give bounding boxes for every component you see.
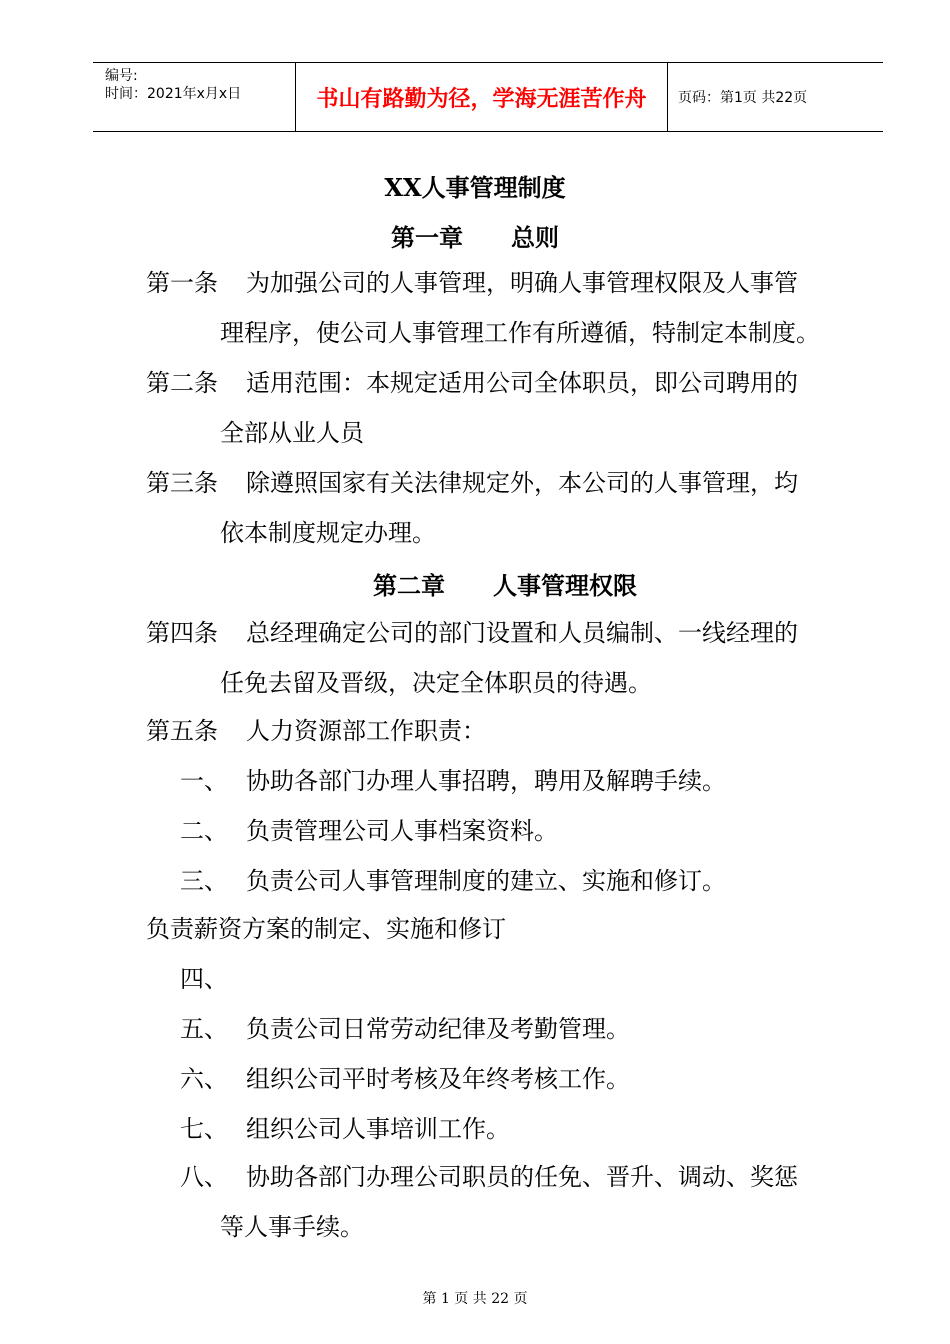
article-5-line [146, 716, 486, 746]
duty-item-8-line-2: 等人事手续。 [220, 1213, 364, 1241]
page-footer: 第 1 页 共 22 页 [422, 1291, 528, 1307]
duty-item-3-text: 负责公司人事管理制度的建立、实施和修订。 [246, 867, 726, 895]
duty-item-1-text: 协助各部门办理人事招聘，聘用及解聘手续。 [246, 767, 726, 795]
document-title: XX人事管理制度 [384, 173, 566, 202]
article-4-line-1 [146, 618, 798, 648]
loose-line: 负责薪资方案的制定、实施和修订 [146, 915, 506, 943]
duty-item-8-line-1 [180, 1162, 798, 1192]
duty-item-4-num: 四、 [180, 965, 228, 993]
duty-item-1 [180, 766, 726, 796]
duty-item-1-num: 一、 [180, 767, 228, 795]
article-3-line-2: 依本制度规定办理。 [220, 519, 436, 547]
duty-item-7-text: 组织公司人事培训工作。 [246, 1115, 510, 1143]
header-meta [93, 63, 295, 131]
page-header [93, 62, 883, 132]
duty-item-5-text: 负责公司日常劳动纪律及考勤管理。 [246, 1015, 630, 1043]
article-1-line-2: 理程序，使公司人事管理工作有所遵循，特制定本制度。 [220, 319, 820, 347]
article-5-label: 第五条 [146, 717, 218, 745]
duty-item-5-num: 五、 [180, 1015, 228, 1043]
duty-item-5 [180, 1014, 630, 1044]
duty-item-8-text: 协助各部门办理公司职员的任免、晋升、调动、奖惩 [246, 1163, 798, 1191]
article-2-line-2: 全部从业人员 [220, 419, 364, 447]
duty-item-6 [180, 1064, 630, 1094]
article-1-line-1 [146, 268, 798, 298]
article-4-line-2: 任免去留及晋级，决定全体职员的待遇。 [220, 669, 652, 697]
article-1-label: 第一条 [146, 269, 218, 297]
article-2-text-1: 适用范围：本规定适用公司全体职员，即公司聘用的 [246, 369, 798, 397]
duty-item-2 [180, 816, 558, 846]
article-3-label: 第三条 [146, 469, 218, 497]
article-1-text-1: 为加强公司的人事管理，明确人事管理权限及人事管 [246, 269, 798, 297]
duty-item-8-num: 八、 [180, 1163, 228, 1191]
duty-item-2-text: 负责管理公司人事档案资料。 [246, 817, 558, 845]
duty-item-7-num: 七、 [180, 1115, 228, 1143]
article-5-text: 人力资源部工作职责： [246, 717, 486, 745]
header-page-info: 页码：第1页 共22页 [678, 90, 808, 106]
article-4-label: 第四条 [146, 619, 218, 647]
article-4-text-1: 总经理确定公司的部门设置和人员编制、一线经理的 [246, 619, 798, 647]
article-3-line-1 [146, 468, 798, 498]
duty-item-6-text: 组织公司平时考核及年终考核工作。 [246, 1065, 630, 1093]
duty-item-3 [180, 866, 726, 896]
chapter-1-heading: 第一章 总则 [391, 223, 559, 252]
chapter-2-heading: 第二章 人事管理权限 [373, 571, 637, 600]
duty-item-3-num: 三、 [180, 867, 228, 895]
header-time-label: 时间：2021年x月x日 [105, 86, 242, 102]
header-motto: 书山有路勤为径，学海无涯苦作舟 [295, 63, 668, 131]
header-number-label: 编号: [105, 68, 138, 84]
article-2-label: 第二条 [146, 369, 218, 397]
article-3-text-1: 除遵照国家有关法律规定外，本公司的人事管理，均 [246, 469, 798, 497]
duty-item-6-num: 六、 [180, 1065, 228, 1093]
duty-item-7 [180, 1114, 510, 1144]
article-2-line-1 [146, 368, 798, 398]
duty-item-2-num: 二、 [180, 817, 228, 845]
